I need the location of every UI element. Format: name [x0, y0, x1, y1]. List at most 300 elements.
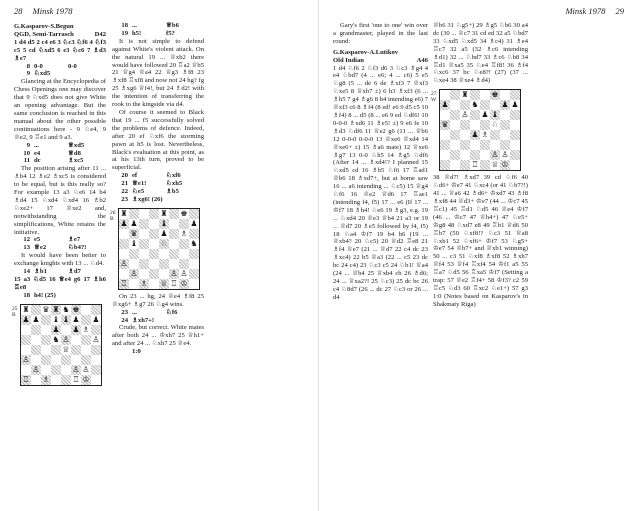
board-square	[21, 325, 31, 335]
board-square	[189, 259, 199, 269]
board-square	[61, 375, 71, 385]
chess-piece-icon: ♟	[92, 314, 100, 324]
white-move: ♕e2	[34, 244, 47, 252]
diagram-label: 27 W	[431, 91, 437, 104]
white-move: ...	[34, 141, 39, 149]
move-number: 14	[23, 268, 30, 276]
chess-diagram-27	[431, 89, 528, 171]
chess-board	[439, 89, 521, 171]
chess-piece-icon: ♝	[130, 238, 138, 248]
chess-piece-icon: ♟	[72, 324, 80, 334]
board-square	[460, 90, 470, 100]
chess-piece-icon: ♟	[22, 314, 30, 324]
page-header-right	[565, 6, 624, 16]
board-square	[81, 375, 91, 385]
board-square	[61, 325, 71, 335]
chess-piece-icon: ♝	[491, 110, 499, 120]
move-row	[14, 244, 106, 252]
board-square	[71, 355, 81, 365]
annotation: Of course it seemed to Black that 19 ... f5 successfully solved the problems of defence. Indeed, after 20 ef ♘xf6 the storming pawn at h5 is lost. Nevertheless, Black's evaluation at this point, as at his 13th turn, proved to be superficial.	[112, 108, 204, 172]
game-moves: 38 ♕d7! ♗xd7 39 cd ♘f6 40 ♘d6+ ♔e7 41 ♘xc4 (or 41 ♘b7?!) 41 ... ♕a6 42 ♗d6+ ♔xd7 43 ♗f8 ♗xf8 44 ♕d3+ ♔e7 (44 ... ♔c7 45 ♖c1) 45 ♖d1 ♘d5 46 ♕e4 ♔f7 (46 ... ♔c7 47 ♕h4+) 47 ♘e5+ ♔g8 48 ♘xd7 e8 49 ♖b1 ♕d6 50 ♖b7 (50 ♘xf8!? ♘c3 51 ♕a8 ♘xb1 52 ♘xf6+ ♔f7 53 ♘g5+ ♔e7 54 ♕b7+ and ♕xb1 winning) 50 ... c3 51 ♘xf8 ♗xf8 52 ♗xh7 ♕f4 53 ♕f4 ♖xf4 54 ♔f1 a5 55 ♖a7 ♘d5 56 ♖xa5 ♔f7 (Setting a trap: 57 ♕e2 ♖f4+ 58 ♔f3? c2 59 ♖c5 ♘d3 60 ♖xc2 ♘e1+) 57 g3 1:0 (Notes based on Kasparov's in Shakmaty Riga)	[433, 174, 528, 308]
white-move: 0-0	[34, 62, 43, 70]
chess-piece-icon: ♙	[170, 268, 178, 278]
game-title: G.Kasparov-S.Begun	[14, 23, 74, 30]
board-square	[490, 100, 500, 110]
white-move: ♗b1	[34, 268, 47, 276]
board-square	[149, 239, 159, 249]
white-move: ♗xg6! (26)	[132, 195, 163, 203]
board-square	[179, 259, 189, 269]
board-square	[440, 90, 450, 100]
board-square	[91, 365, 101, 375]
board-square	[61, 365, 71, 375]
board-square	[169, 229, 179, 239]
move-table	[14, 63, 106, 79]
chess-diagram-26	[110, 208, 204, 290]
board-square	[61, 345, 71, 355]
board-square	[179, 239, 189, 249]
board-square	[139, 209, 149, 219]
board-square	[450, 160, 460, 170]
board-square	[21, 305, 31, 315]
black-move: ♕b6	[166, 22, 179, 29]
white-move: e5	[34, 236, 41, 244]
game-moves: 1 d4 ♘f6 2 ♘f3 d6 3 ♘c3 ♗g4 4 e4 ♘bd7 (4 ... e6; 4 ... c6) 5 e5 ♘g8 (5 ... de 6 de ♗xf3 7 ♕xf3 ♘xe5 8 ♕xb7 ±) 6 h3 ♗xf3 (6 ... ♗h5 7 g4 ♗g6 8 h4 intending e6) 7 ♕xf3 c6 8 ♗f4 (8 ed! e6 9 d5 c5 10 ♗f4) 8 ... d5 (8 ... e6 9 ed ♘df6! 10 0-0-0 ♗xd6 11 ♗e5! ±) 9 e6 fe 10 ♗d3 ♘df6 11 ♕e2 g6 (11 ... ♕b6 12 0-0-0 0-0-0 13 ♕xe6 ♕xd4 14 ♕xe6+ ±) 15 ♗a6 mate) 12 ♕xe6 ♗g7 13 0-0 ♘h5 14 ♗g5 ♘df6 (After 14 ... ♗xd4!? I planned 15 ♘xd5 cd 16 ♗b5 ♘f6 17 ♖ad1 ♕b6 18 ♗xd7+, but at home saw 16 ... a6 intending ... ♘c5) 15 ♕g4 ♘f6 16 ♕e2 ♕d6 17 ♖ae1 (intending f4, f5) 17 ... e6 (If 17 ... ♔f7 18 ♗h4! ♘e6 19 ♗g3, e.g. 19 ... ♘xd4 20 ♕e3 ♕b4 21 a3 or 19 ... ♕d7 20 ♗e5 followed by f4, f5) 18 ♘a4 ♔f7 19 b4 b6 (19 ... ♕xb4? 20 ♘c5) 20 ♕d2 ♖e8 21 ♗f4 ♕e7 (21 ... ♕d7 22 c4 dc 23 ♗xc4) 22 b5 ♕a3 (22 ... c5 23 dc bc 24 c4) 23 ♘c3 c5 24 ♘b1! ♕a4 (24 ... ♕b4 25 ♕xb4 cb 26 ♗d6; 24 ... ♕xa2?! 25 ♘c3) 25 dc bc 26 c4 ♘8d7 (26 ... dc 27 ♘c3 or 26 ... d4	[333, 64, 428, 301]
board-square	[31, 365, 41, 375]
board-square	[510, 160, 520, 170]
black-move: ♕xd5	[68, 141, 85, 149]
board-square	[440, 160, 450, 170]
move-number: 12	[23, 236, 30, 244]
board-square	[31, 315, 41, 325]
board-square	[169, 219, 179, 229]
board-square	[129, 239, 139, 249]
board-square	[51, 365, 61, 375]
chess-piece-icon: ♔	[180, 278, 188, 288]
white-move: ...	[132, 308, 137, 316]
chess-piece-icon: ♝	[62, 314, 70, 324]
board-square	[129, 269, 139, 279]
move-row	[112, 196, 204, 204]
board-square	[91, 305, 101, 315]
board-square	[91, 345, 101, 355]
diagram-label: 26 B	[110, 209, 116, 222]
board-square	[470, 100, 480, 110]
move-table	[14, 236, 106, 252]
chess-piece-icon: ♙	[72, 364, 80, 374]
chess-piece-icon: ♙	[180, 268, 188, 278]
board-square	[470, 140, 480, 150]
black-move: ♘xf6	[166, 172, 181, 180]
chess-piece-icon: ♙	[92, 334, 100, 344]
move-table	[112, 172, 204, 204]
board-square	[81, 315, 91, 325]
game-result: 1:0	[132, 348, 141, 356]
annotation: It would have been better to exchange knights with 13 ... ♘d4.	[14, 252, 106, 268]
board-square	[480, 150, 490, 160]
board-square	[61, 305, 71, 315]
board-square	[31, 375, 41, 385]
move-number: 19	[121, 29, 128, 37]
board-square	[510, 140, 520, 150]
board-square	[189, 279, 199, 289]
move-row	[14, 150, 106, 158]
move-number: 11	[23, 157, 30, 165]
board-square	[71, 325, 81, 335]
page-header-left	[14, 6, 73, 16]
board-square	[470, 120, 480, 130]
board-square	[480, 140, 490, 150]
board-square	[490, 130, 500, 140]
black-move: 0-0	[68, 62, 77, 70]
move-number: 8	[26, 62, 30, 70]
chess-piece-icon: ♞	[62, 304, 70, 314]
move-number: 20	[121, 172, 128, 180]
board-square	[440, 120, 450, 130]
board-square	[480, 90, 490, 100]
opening-line: QGD, Semi-Tarrasch D42	[14, 30, 106, 38]
black-move: ♗b5	[166, 188, 179, 196]
board-square	[139, 259, 149, 269]
board-square	[119, 269, 129, 279]
board-square	[450, 150, 460, 160]
white-move: ♘e5	[132, 188, 145, 196]
board-square	[139, 239, 149, 249]
chess-piece-icon: ♕	[160, 278, 168, 288]
board-square	[139, 219, 149, 229]
move-number: 13	[23, 244, 30, 252]
board-square	[119, 249, 129, 259]
board-square	[169, 279, 179, 289]
board-square	[149, 279, 159, 289]
board-square	[21, 355, 31, 365]
board-square	[490, 150, 500, 160]
opening-line: Old Indian A46	[333, 56, 428, 64]
board-square	[41, 355, 51, 365]
chess-piece-icon: ♖	[471, 160, 479, 170]
black-move: ♘f6	[166, 308, 178, 316]
running-title: Minsk 1978	[32, 6, 73, 16]
board-square	[159, 219, 169, 229]
white-move: ♗xh7+!	[132, 316, 155, 324]
board-square	[91, 325, 101, 335]
board-square	[21, 335, 31, 345]
chess-diagram-25	[12, 304, 106, 386]
board-square	[91, 355, 101, 365]
chess-piece-icon: ♙	[461, 110, 469, 120]
black-move: ♗d7	[68, 268, 81, 276]
diagram-label: 25 B	[12, 305, 18, 318]
board-square	[91, 335, 101, 345]
board-square	[129, 219, 139, 229]
chess-piece-icon: ♟	[441, 100, 449, 110]
board-square	[500, 110, 510, 120]
chess-piece-icon: ♚	[180, 208, 188, 218]
chess-piece-icon: ♚	[72, 304, 80, 314]
annotation: The position arising after 11 ... ♗b4 12 ♗e2 ♗xc5 is considered to be equal, but is this really so? For example 13 a3 ♘e6 14 b4 ♗d4 15 ♘xd4 ♘xd4 16 ♗b2 ♘xe2+ 17 ♕xe2 and, notwithstanding the simplifications, White retains the initiative.	[14, 165, 106, 236]
board-square	[81, 345, 91, 355]
board-square	[129, 209, 139, 219]
chess-piece-icon: ♜	[22, 304, 30, 314]
move-number: 22	[121, 188, 128, 196]
chess-piece-icon: ♖	[72, 374, 80, 384]
board-square	[81, 365, 91, 375]
annotation: On 23 ... hg, 24 ♕e4 ♗f8 25 ♕xg6+ ♗g7 26 ♘g4 wins.	[112, 292, 204, 308]
board-square	[440, 100, 450, 110]
board-square	[510, 90, 520, 100]
board-square	[21, 365, 31, 375]
move-row	[112, 309, 204, 317]
board-square	[500, 130, 510, 140]
board-square	[450, 120, 460, 130]
board-square	[460, 150, 470, 160]
board-square	[500, 140, 510, 150]
board-square	[169, 239, 179, 249]
chess-piece-icon: ♙	[32, 364, 40, 374]
board-square	[21, 345, 31, 355]
game-title: G.Kasparov-A.Lutikov	[333, 48, 399, 56]
white-move: dc	[34, 157, 41, 165]
board-square	[119, 259, 129, 269]
right-column-2	[433, 22, 528, 309]
board-square	[470, 90, 480, 100]
chess-piece-icon: ♟	[32, 314, 40, 324]
chess-piece-icon: ♟	[52, 324, 60, 334]
board-square	[31, 305, 41, 315]
black-move: f5?	[166, 29, 175, 37]
game-moves: 1 d4 d5 2 c4 e6 3 ♘c3 ♘f6 4 ♘f3 c5 5 cd ♘xd5 6 e3 ♘c6 7 ♗d3 ♗e7	[14, 38, 106, 62]
move-number: 9	[26, 70, 30, 78]
board-square	[119, 239, 129, 249]
board-square	[31, 325, 41, 335]
board-square	[169, 209, 179, 219]
board-square	[450, 90, 460, 100]
chess-piece-icon: ♖	[22, 374, 30, 384]
board-square	[159, 259, 169, 269]
board-square	[179, 209, 189, 219]
chess-piece-icon: ♙	[22, 354, 30, 364]
chess-piece-icon: ♟	[511, 100, 519, 110]
board-square	[189, 219, 199, 229]
board-square	[119, 219, 129, 229]
board-square	[31, 355, 41, 365]
board-square	[91, 315, 101, 325]
move-row	[112, 188, 204, 196]
board-square	[51, 375, 61, 385]
move-number: 21	[121, 180, 128, 188]
board-square	[159, 249, 169, 259]
board-square	[119, 279, 129, 289]
page-number: 28	[14, 6, 23, 16]
board-square	[129, 229, 139, 239]
annotation: Gary's first 'one to one' win over a grandmaster, played in the last round:	[333, 22, 428, 45]
board-square	[149, 249, 159, 259]
chess-piece-icon: ♕	[491, 160, 499, 170]
board-square	[189, 239, 199, 249]
board-square	[61, 335, 71, 345]
chess-piece-icon: ♛	[441, 120, 449, 130]
board-square	[450, 100, 460, 110]
right-column-1	[333, 22, 428, 302]
chess-piece-icon: ♗	[481, 130, 489, 140]
board-square	[189, 269, 199, 279]
board-square	[91, 375, 101, 385]
move-table	[112, 22, 204, 38]
chess-piece-icon: ♗	[140, 278, 148, 288]
chess-piece-icon: ♟	[471, 130, 479, 140]
chess-piece-icon: ♔	[501, 160, 509, 170]
board-square	[480, 100, 490, 110]
move-row	[112, 22, 204, 30]
board-square	[71, 365, 81, 375]
black-move	[166, 317, 204, 325]
black-move: ♘b4?!	[68, 244, 87, 252]
white-move: h5!	[132, 29, 142, 37]
board-square	[189, 249, 199, 259]
chess-piece-icon: ♙	[62, 334, 70, 344]
move-number: 10	[23, 149, 30, 157]
board-square	[470, 150, 480, 160]
board-square	[51, 325, 61, 335]
move-row	[14, 157, 106, 165]
board-square	[460, 160, 470, 170]
board-square	[139, 269, 149, 279]
move-number: 23	[121, 308, 128, 316]
board-square	[169, 249, 179, 259]
board-square	[450, 110, 460, 120]
board-square	[119, 229, 129, 239]
chess-piece-icon: ♝	[160, 218, 168, 228]
board-square	[41, 335, 51, 345]
page-number: 29	[615, 6, 624, 16]
left-column-1	[14, 22, 106, 389]
board-square	[510, 150, 520, 160]
board-square	[129, 259, 139, 269]
board-square	[440, 140, 450, 150]
chess-piece-icon: ♙	[82, 364, 90, 374]
board-square	[139, 229, 149, 239]
move-number: 9	[26, 141, 30, 149]
chess-piece-icon: ♘	[491, 120, 499, 130]
move-table	[14, 268, 106, 276]
board-square	[490, 110, 500, 120]
chess-piece-icon: ♙	[501, 150, 509, 160]
board-square	[490, 160, 500, 170]
board-square	[31, 335, 41, 345]
board-square	[500, 150, 510, 160]
chess-piece-icon: ♟	[501, 100, 509, 110]
annotation: Glancing at the Encyclopedia of Chess Openings one may discover that 9 ♘xd5 does not give White an opening advantage. But the same conclusion is reached in this manual about the other possible continuations here - 9 ♘e4, 9 ♕e2, 9 ♖e1 and 9 a3.	[14, 78, 106, 141]
board-square	[179, 269, 189, 279]
board-square	[169, 259, 179, 269]
black-move	[166, 196, 204, 204]
board-square	[460, 130, 470, 140]
move-row	[112, 180, 204, 188]
board-square	[179, 279, 189, 289]
board-square	[149, 219, 159, 229]
chess-piece-icon: ♙	[130, 268, 138, 278]
board-square	[500, 120, 510, 130]
chess-piece-icon: ♚	[491, 90, 499, 100]
move-row	[14, 268, 106, 276]
board-square	[51, 355, 61, 365]
white-move: ♕e1!	[132, 180, 147, 188]
board-square	[450, 140, 460, 150]
black-move: ♗xc5	[68, 157, 84, 165]
board-square	[71, 345, 81, 355]
board-square	[71, 305, 81, 315]
move-row	[112, 317, 204, 325]
board-square	[470, 130, 480, 140]
white-move: e4	[34, 149, 41, 157]
move-number: 18	[23, 291, 30, 299]
board-square	[81, 335, 91, 345]
board-square	[71, 335, 81, 345]
board-square	[31, 345, 41, 355]
board-square	[149, 229, 159, 239]
board-square	[149, 209, 159, 219]
chess-piece-icon: ♜	[160, 208, 168, 218]
board-square	[71, 315, 81, 325]
board-square	[51, 345, 61, 355]
board-square	[139, 279, 149, 289]
chess-board	[118, 208, 200, 290]
move-row	[112, 172, 204, 180]
left-column-2	[112, 22, 204, 356]
move-row	[14, 236, 106, 244]
board-square	[21, 375, 31, 385]
running-title: Minsk 1978	[565, 6, 606, 16]
board-square	[470, 160, 480, 170]
move-row	[112, 30, 204, 38]
move-row	[14, 142, 106, 150]
chess-piece-icon: ♔	[82, 374, 90, 384]
move-table	[14, 292, 106, 300]
chess-piece-icon: ♘	[160, 238, 168, 248]
board-square	[51, 335, 61, 345]
board-square	[460, 120, 470, 130]
chess-piece-icon: ♙	[491, 150, 499, 160]
board-square	[41, 315, 51, 325]
board-square	[81, 305, 91, 315]
right-page	[319, 0, 638, 511]
game-moves: ♕b6 31 ♘g5+) 29 ♗g5 ♘b6 30 a4 dc (30 ... ♕c7 31 cd ed 32 a5 ♘bd7 33 ♘xd5 ♘xd5 34 ♗c4) 31 ♗e4 ♖c7 32 a5 (32 ♗c6 intending ♗d1) 32 ... ♘bd7 33 ♗c6 ♘b8 34 ♖d1 ♕xa5 35 ♘e4 ♖f8! 36 ♗f4 ♘xc6 37 bc ♘e8?! (27) (37 ... ♘xe4 38 ♕xe4 ♗d4)	[433, 22, 528, 85]
board-square	[159, 229, 169, 239]
board-square	[71, 375, 81, 385]
board-square	[149, 269, 159, 279]
chess-piece-icon: ♗	[82, 324, 90, 334]
board-square	[41, 375, 51, 385]
board-square	[119, 209, 129, 219]
board-square	[179, 229, 189, 239]
board-square	[480, 130, 490, 140]
board-square	[61, 355, 71, 365]
chess-piece-icon: ♜	[52, 304, 60, 314]
board-square	[51, 315, 61, 325]
board-square	[189, 209, 199, 219]
board-square	[129, 249, 139, 259]
board-square	[159, 269, 169, 279]
chess-piece-icon: ♗	[42, 374, 50, 384]
board-square	[139, 249, 149, 259]
chess-piece-icon: ♟	[72, 314, 80, 324]
black-move: ♗e7	[68, 236, 81, 244]
chess-piece-icon: ♙	[120, 258, 128, 268]
white-move: ef	[132, 172, 138, 180]
board-square	[179, 219, 189, 229]
chess-piece-icon: ♗	[180, 228, 188, 238]
board-square	[189, 229, 199, 239]
